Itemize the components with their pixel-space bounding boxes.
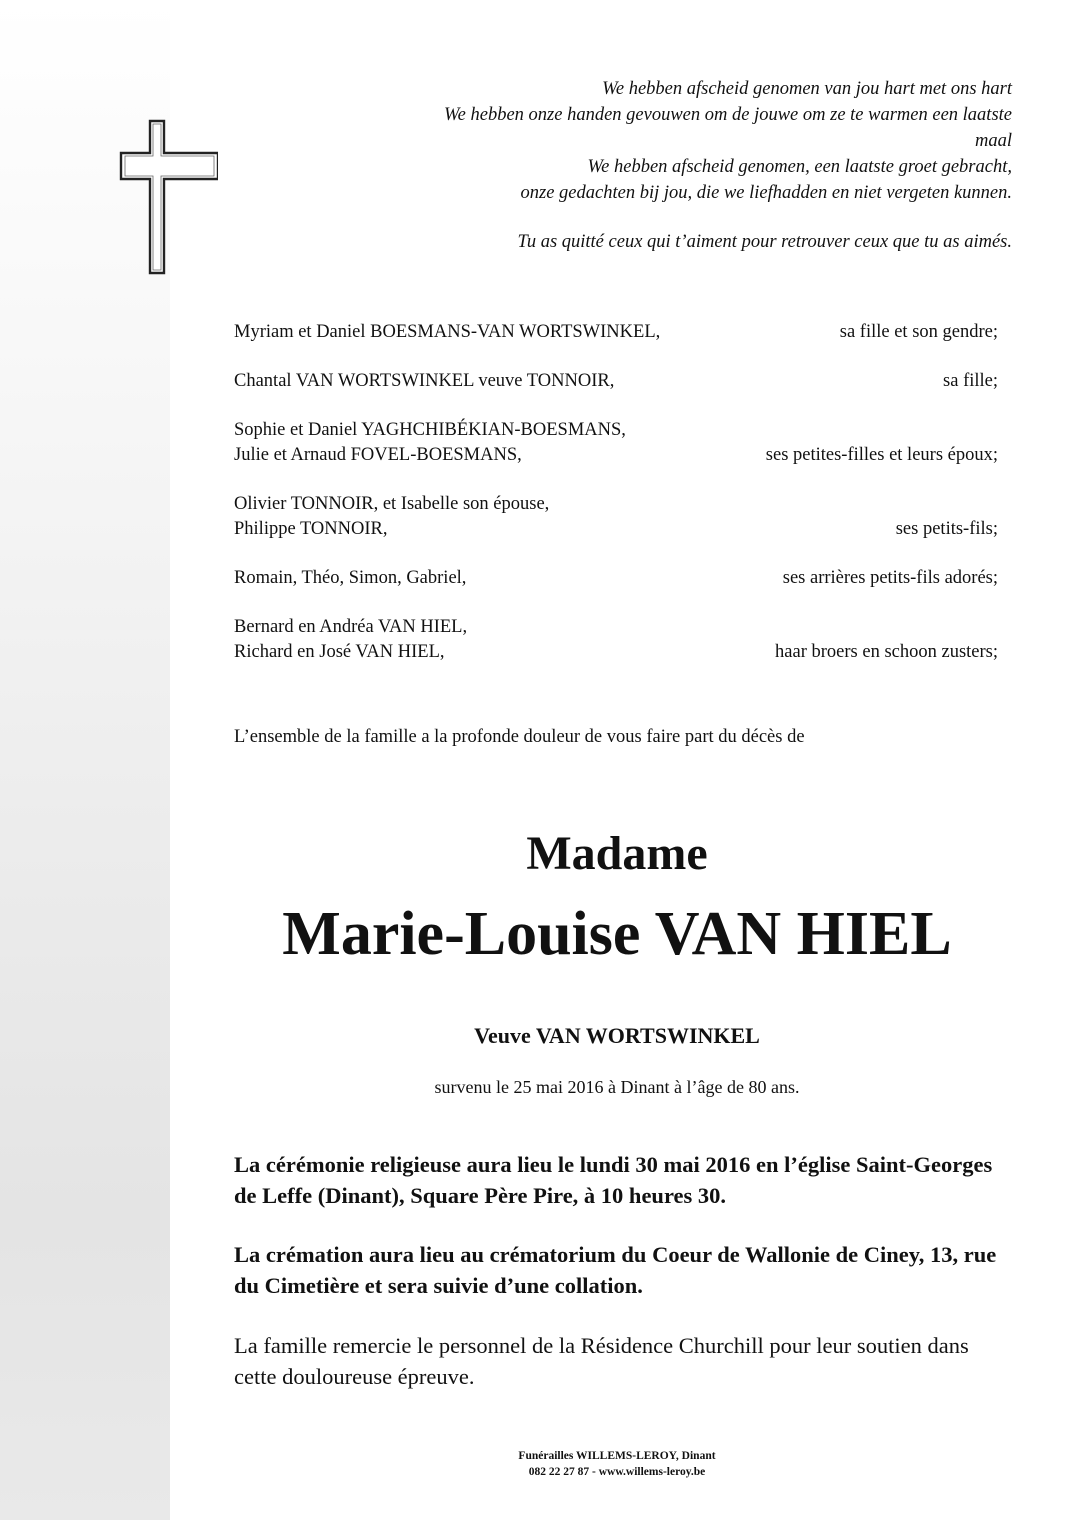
family-names: Richard en José VAN HIEL, [234,642,445,662]
cremation-info: La crémation aura lieu au crématorium du Coeur de Wallonie de Ciney, 13, rue du Cimetière et sera suivie d’une collation. [234,1242,997,1298]
family-group [234,615,998,665]
poem-line: We hebben afscheid genomen, een laatste groet gebracht, [587,157,1012,177]
thanks-message: La famille remercie le personnel de la Résidence Churchill pour leur soutien dans cette douloureuse épreuve. [234,1333,969,1389]
poem-line-french: Tu as quitté ceux qui t’aiment pour retrouver ceux que tu as aimés. [517,232,1012,252]
family-names: Philippe TONNOIR, [234,519,388,539]
family-relation: ses arrières petits-fils adorés; [782,568,998,588]
funeral-home-footer [0,1448,1074,1480]
family-names: Chantal VAN WORTSWINKEL veuve TONNOIR, [234,371,615,391]
family-names: Olivier TONNOIR, et Isabelle son épouse, [234,494,550,514]
family-group [234,492,998,542]
deceased-name: Marie-Louise VAN HIEL [282,900,952,968]
family-list [234,320,998,689]
announcement-intro: L’ensemble de la famille a la profonde douleur de vous faire part du décès de [234,727,805,747]
cross-icon [118,118,218,278]
family-names: Sophie et Daniel YAGHCHIBÉKIAN-BOESMANS, [234,420,626,440]
family-group [234,369,998,394]
family-group [234,320,998,345]
family-relation: sa fille; [943,371,998,391]
family-names: Myriam et Daniel BOESMANS-VAN WORTSWINKEL, [234,322,661,342]
family-relation: ses petites-filles et leurs époux; [765,445,998,465]
funeral-home-contact: 082 22 27 87 - www.willems-leroy.be [528,1466,706,1478]
ceremony-info: La cérémonie religieuse aura lieu le lundi 30 mai 2016 en l’église Saint-Georges de Leffe (Dinant), Square Père Pire, à 10 heures 30. [234,1152,993,1208]
poem-line: onze gedachten bij jou, die we liefhadden en niet vergeten kunnen. [520,183,1012,203]
poem-line: maal [975,131,1012,151]
funeral-home-name: Funérailles WILLEMS-LEROY, Dinant [518,1450,716,1462]
family-names: Julie et Arnaud FOVEL-BOESMANS, [234,445,522,465]
family-relation: haar broers en schoon zusters; [775,642,998,662]
death-details: survenu le 25 mai 2016 à Dinant à l’âge de 80 ans. [434,1077,800,1097]
family-relation: ses petits-fils; [895,519,998,539]
family-group [234,566,998,591]
family-group [234,418,998,468]
widow-of: Veuve VAN WORTSWINKEL [474,1023,760,1048]
poem-line: We hebben onze handen gevouwen om de jouwe om ze te warmen een laatste [443,105,1012,125]
family-relation: sa fille et son gendre; [839,322,998,342]
honorific: Madame [526,827,708,880]
poem [300,76,1012,255]
family-names: Romain, Théo, Simon, Gabriel, [234,568,467,588]
family-names: Bernard en Andréa VAN HIEL, [234,617,468,637]
poem-line: We hebben afscheid genomen van jou hart met ons hart [602,79,1012,99]
